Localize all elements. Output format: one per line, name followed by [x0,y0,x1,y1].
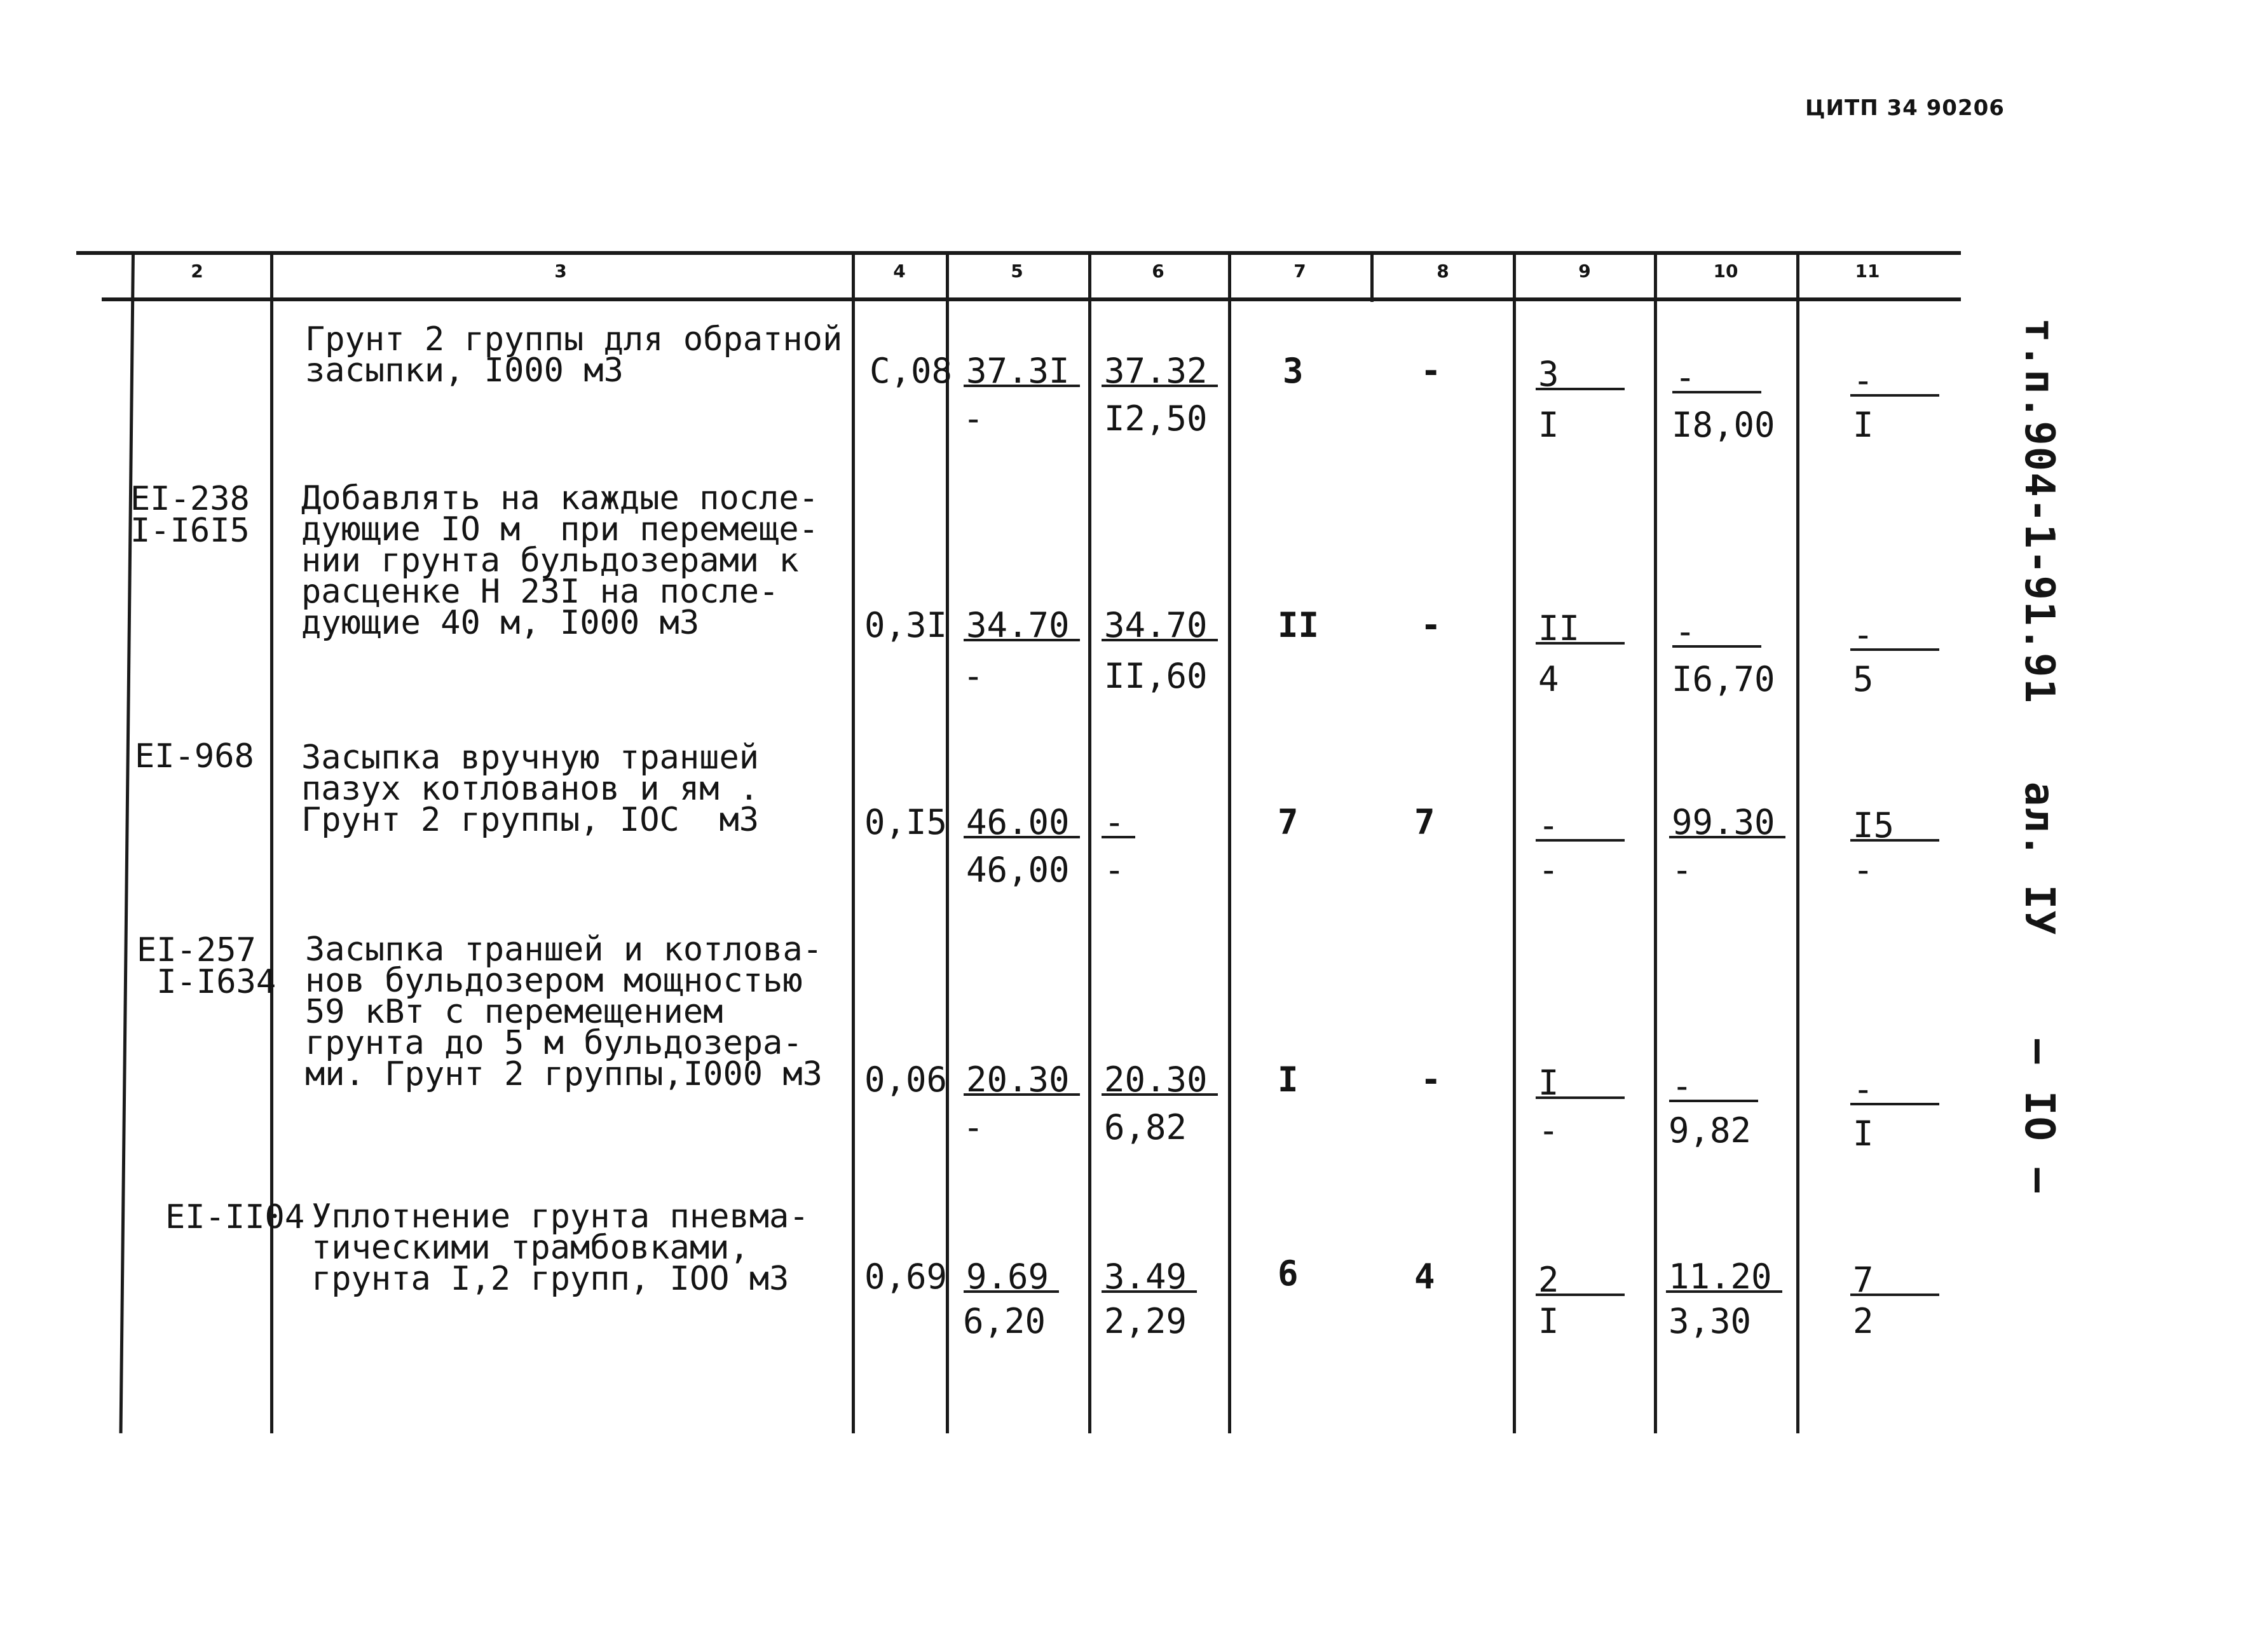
row-description: Засыпка вручную траншей пазух котлованов и ям . Грунт 2 группы, IOC м3 [301,739,760,839]
row-code: EI-238 I-I6I5 [130,480,250,550]
column-line [1088,251,1091,1433]
cell-col4: 0,3I [864,605,948,645]
cell-col5-top: 20.30 [966,1060,1070,1100]
cell-col6-top: 37.32 [1104,351,1208,391]
column-line [1513,251,1516,1433]
cell-col10-bottom: I8,00 [1672,405,1775,445]
cell-col6-bottom: 6,82 [1104,1107,1187,1147]
table-top-rule [76,251,1961,255]
cell-col10-bottom: - [1672,850,1693,890]
cell-col5-bottom: - [963,656,984,696]
column-line [1796,251,1799,1433]
cell-col11-top: - [1853,360,1874,400]
cell-col9-bottom: I [1538,405,1559,445]
cell-col11-bottom: 2 [1853,1301,1874,1341]
column-line [270,251,273,1433]
row-code: EI-II04 [165,1198,305,1236]
row-code: EI-968 [135,737,254,775]
header-col-9: 9 [1578,261,1591,282]
cell-col5-top: 37.3I [966,351,1070,391]
cell-col5-bottom: - [963,1107,984,1147]
cell-col7: 3 [1283,351,1304,391]
cell-col4: С,08 [870,351,953,391]
cell-col6-bottom: II,60 [1104,656,1208,696]
margin-label: т.п.904-1-91.91 ал. IУ – IO – [2016,318,2063,1194]
cell-col11-bottom: I [1853,405,1874,445]
cell-col6-top: - [1104,802,1125,842]
cell-col6-top: 3.49 [1104,1257,1187,1297]
header-col-11: 11 [1855,261,1880,282]
cell-col6-top: 34.70 [1104,605,1208,645]
cell-col9-top: 3 [1538,354,1559,394]
row-description: Грунт 2 группы для обратной засыпки, I000 м3 [305,320,843,390]
row-code: EI-257 I-I634 [137,931,276,1001]
column-line [946,251,949,1433]
cell-col6-bottom: - [1104,850,1125,890]
cell-col7: 7 [1278,802,1299,842]
cell-col10-top: 11.20 [1669,1257,1772,1297]
cell-col5-top: 46.00 [966,802,1070,842]
cell-col4: 0,06 [864,1060,948,1100]
cell-col9-bottom: - [1538,1110,1559,1150]
cell-col6-top: 20.30 [1104,1060,1208,1100]
column-line [1228,251,1231,1433]
row-description: Добавлять на каждые после- дующие IO м при перемеще- нии грунта бульдозерами к расценке Н 23I на после- дующие 40 м, I000 м3 [301,479,819,642]
cell-col5-bottom: 6,20 [963,1301,1046,1341]
cell-col10-top: - [1675,611,1696,652]
cell-col6-bottom: I2,50 [1104,399,1208,439]
cell-col9-bottom: I [1538,1301,1559,1341]
cell-col10-bottom: 9,82 [1669,1110,1752,1150]
row-description: Уплотнение грунта пневма- тическими трамбовками, грунта I,2 групп, IOO м3 [311,1198,809,1298]
column-line [1654,251,1657,1433]
cell-col7: II [1278,605,1320,645]
cell-col9-bottom: - [1538,850,1559,890]
column-line [119,251,135,1433]
column-line [1370,251,1374,302]
cell-col10-top: - [1675,357,1696,397]
cell-col9-bottom: 4 [1538,659,1559,699]
cell-col7: 6 [1278,1253,1299,1294]
cell-col11-top: I5 [1853,805,1895,845]
header-col-8: 8 [1437,261,1449,282]
cell-col11-bottom: I [1853,1114,1874,1154]
cell-col5-bottom: 46,00 [966,850,1070,890]
row-description: Засыпка траншей и котлова- нов бульдозером мощностью 59 кВт с перемещением грунта до 5 м бульдозера- ми. Грунт 2 группы,I000 м3 [305,931,822,1093]
cell-col11-bottom: 5 [1853,659,1874,699]
cell-col11-top: 7 [1853,1260,1874,1300]
header-col-5: 5 [1011,261,1023,282]
cell-col6-bottom: 2,29 [1104,1301,1187,1341]
cell-col5-top: 34.70 [966,605,1070,645]
cell-col4: 0,69 [864,1257,948,1297]
cell-col10-bottom: I6,70 [1672,659,1775,699]
cell-col4: 0,I5 [864,802,948,842]
cell-col10-top: 99.30 [1672,802,1775,842]
cell-col7: I [1278,1060,1299,1100]
cell-col8: 7 [1414,802,1435,842]
cell-col8: - [1421,1060,1442,1100]
header-col-3: 3 [554,261,567,282]
cell-col9-top: II [1538,608,1580,648]
document-stamp: ЦИТП 34 90206 [1805,95,2005,121]
header-col-7: 7 [1293,261,1306,282]
cell-col11-top: - [1853,615,1874,655]
header-col-4: 4 [893,261,906,282]
header-col-10: 10 [1713,261,1738,282]
cell-col8: - [1421,351,1442,391]
cell-col8: - [1421,605,1442,645]
cell-col5-top: 9.69 [966,1257,1049,1297]
cell-col11-bottom: - [1853,850,1874,890]
cell-col9-top: - [1538,805,1559,845]
cell-col10-bottom: 3,30 [1669,1301,1752,1341]
cell-col9-top: 2 [1538,1260,1559,1300]
header-rule [102,297,1961,301]
cell-col5-bottom: - [963,399,984,439]
header-col-6: 6 [1152,261,1164,282]
cell-col9-top: I [1538,1063,1559,1103]
cell-col8: 4 [1414,1257,1435,1297]
cell-col11-top: - [1853,1069,1874,1109]
cell-col10-top: - [1672,1066,1693,1106]
header-col-2: 2 [191,261,203,282]
